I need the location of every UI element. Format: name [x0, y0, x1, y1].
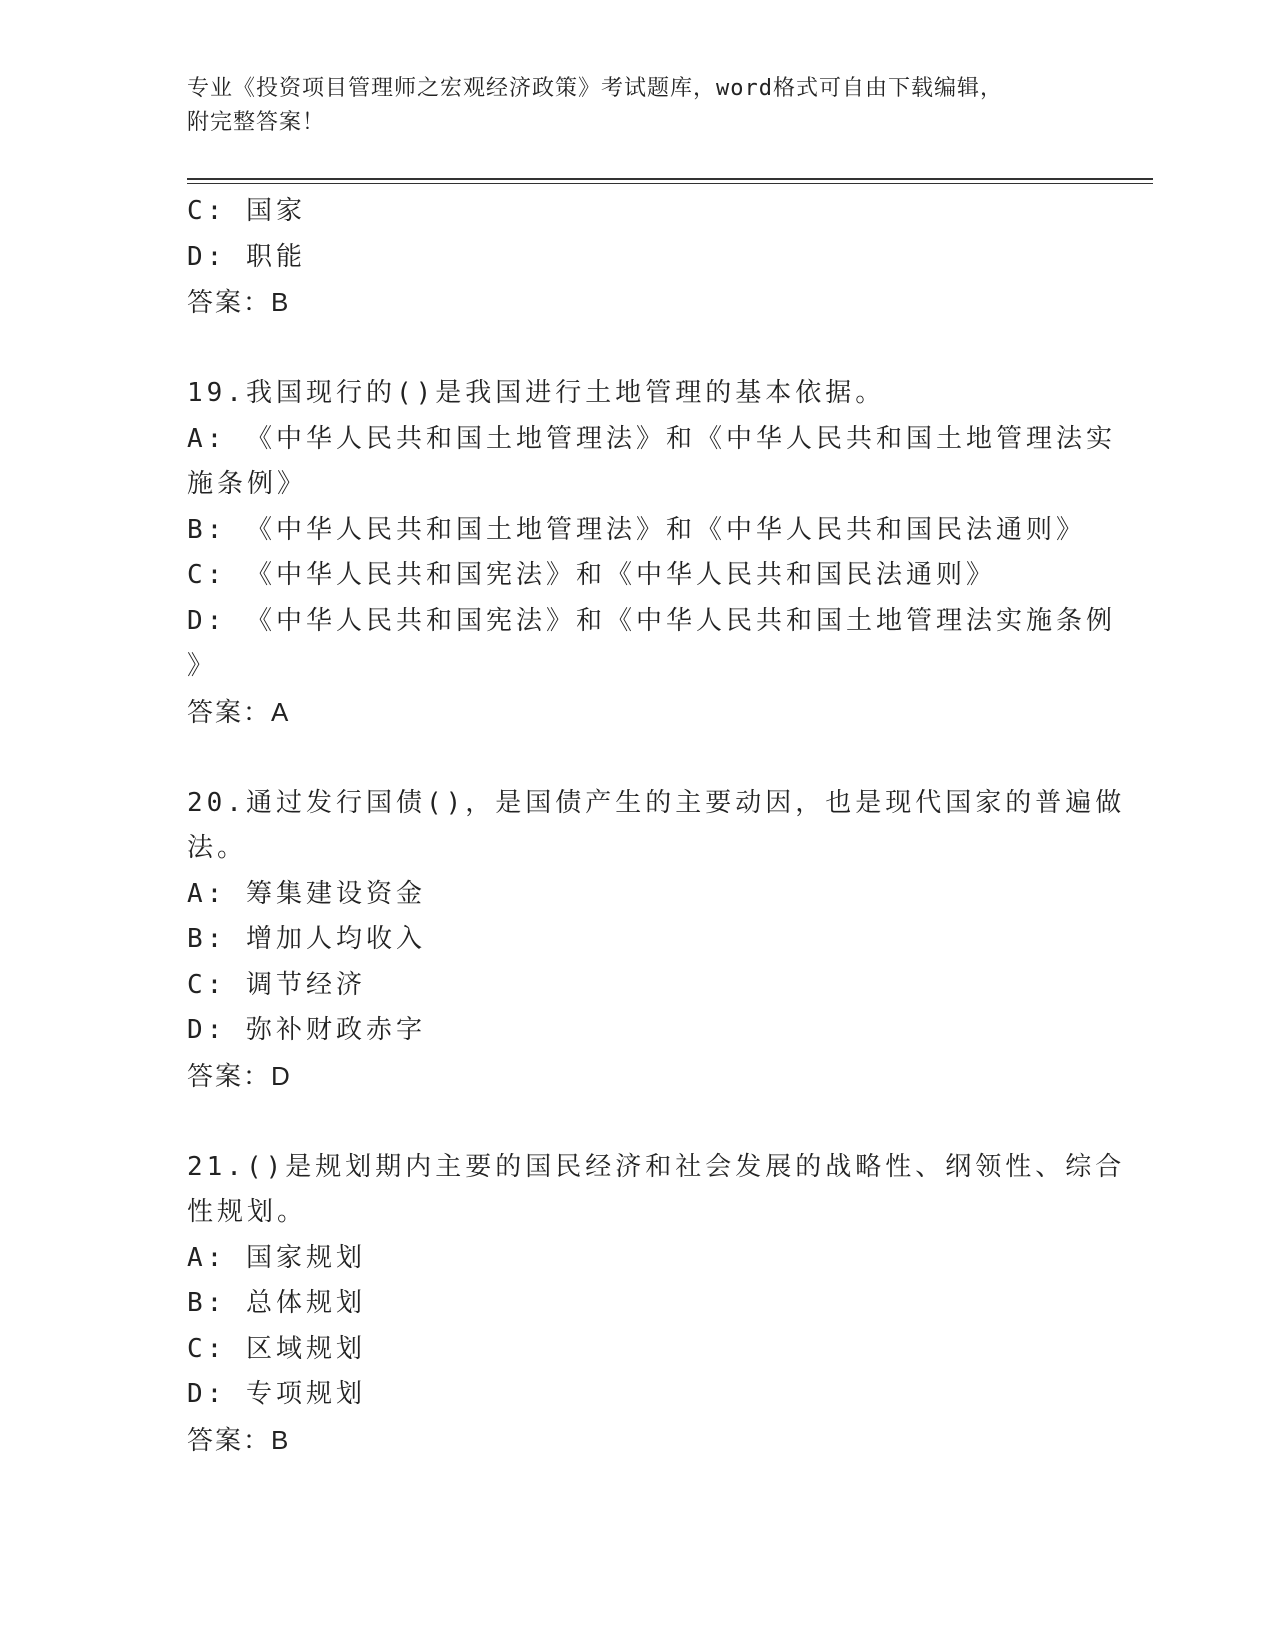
question-stem: 21.()是规划期内主要的国民经济和社会发展的战略性、纲领性、综合 — [187, 1151, 1126, 1182]
question-stem: 20.通过发行国债()，是国债产生的主要动因，也是现代国家的普遍做 — [187, 787, 1126, 818]
option-d: D: 弥补财政赤字 — [187, 1015, 426, 1045]
question-20 — [187, 781, 1126, 1100]
question-stem-continuation: 性规划。 — [187, 1197, 308, 1227]
option-c: C: 国家 — [187, 196, 306, 226]
option-a-continuation: 施条例》 — [187, 469, 308, 499]
question-19 — [187, 371, 1116, 735]
header-line-1: 专业《投资项目管理师之宏观经济政策》考试题库，word格式可自由下载编辑， — [187, 76, 1003, 101]
spacer — [187, 735, 1087, 781]
answer-line: 答案：D — [187, 1060, 292, 1091]
question-21 — [187, 1145, 1126, 1464]
page-header — [187, 72, 1087, 140]
question-stem-continuation: 法。 — [187, 833, 248, 863]
option-a: A: 国家规划 — [187, 1242, 366, 1273]
option-c: C: 《中华人民共和国宪法》和《中华人民共和国民法通则》 — [187, 560, 996, 590]
document-body — [187, 189, 1126, 1463]
spacer — [187, 326, 1087, 372]
option-b: B: 总体规划 — [187, 1288, 366, 1318]
option-c: C: 调节经济 — [187, 969, 366, 1000]
option-b: B: 《中华人民共和国土地管理法》和《中华人民共和国民法通则》 — [187, 514, 1086, 545]
header-line-2: 附完整答案！ — [187, 110, 326, 135]
answer-line: 答案：B — [187, 287, 291, 317]
option-d: D: 职能 — [187, 241, 306, 272]
option-a: A: 《中华人民共和国土地管理法》和《中华人民共和国土地管理法实 — [187, 423, 1116, 454]
option-d: D: 专项规划 — [187, 1379, 366, 1409]
question-stem: 19.我国现行的()是我国进行土地管理的基本依据。 — [187, 378, 886, 408]
answer-line: 答案：A — [187, 696, 291, 727]
previous-question-fragment — [187, 189, 1087, 326]
option-d: D: 《中华人民共和国宪法》和《中华人民共和国土地管理法实施条例 — [187, 605, 1116, 636]
option-c: C: 区域规划 — [187, 1333, 366, 1364]
option-a: A: 筹集建设资金 — [187, 878, 426, 909]
option-d-continuation: 》 — [187, 651, 218, 681]
spacer — [187, 1099, 1087, 1145]
header-divider — [187, 178, 1153, 184]
option-b: B: 增加人均收入 — [187, 924, 426, 954]
answer-line: 答案：B — [187, 1424, 291, 1455]
